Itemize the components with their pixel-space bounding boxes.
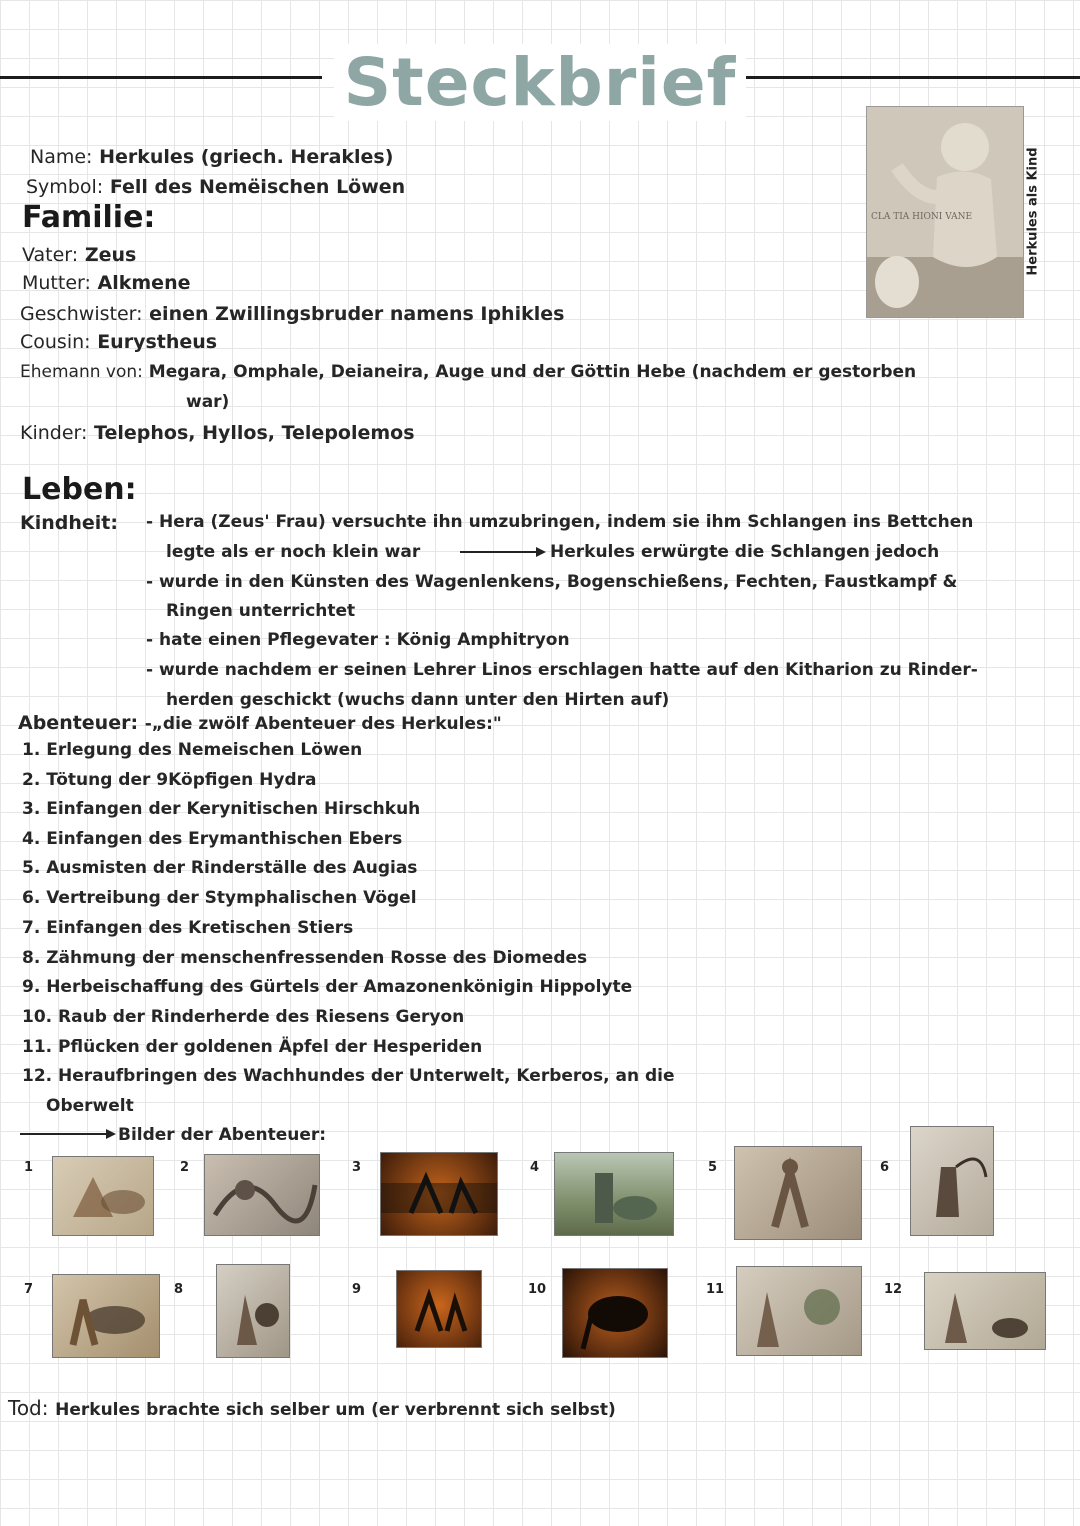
- siblings-value: einen Zwillingsbruder namens Iphikles: [149, 303, 565, 325]
- pictures-arrow-line: [20, 1133, 110, 1135]
- name-row: [30, 146, 393, 168]
- mother-label: Mutter:: [22, 272, 91, 294]
- picture-labor-3: [380, 1152, 498, 1236]
- childhood-item-1-cont-a: legte als er noch klein war: [166, 542, 421, 562]
- picture-number: 5: [708, 1160, 718, 1175]
- father-row: [22, 244, 136, 266]
- siblings-label: Geschwister:: [20, 303, 143, 325]
- picture-labor-12: [924, 1272, 1046, 1350]
- childhood-item-3: - hate einen Pflegevater : König Amphitryon: [146, 630, 570, 650]
- cousin-row: [20, 331, 217, 353]
- adventures-row: [18, 712, 502, 734]
- picture-number: 10: [528, 1282, 547, 1297]
- father-label: Vater:: [22, 244, 79, 266]
- cousin-label: Cousin:: [20, 331, 91, 353]
- name-value: Herkules (griech. Herakles): [99, 146, 394, 168]
- spouse-value: Megara, Omphale, Deianeira, Auge und der Göttin Hebe (nachdem er gestorben: [148, 362, 917, 382]
- childhood-item-2: - wurde in den Künsten des Wagenlenkens, Bogenschießens, Fechten, Faustkampf &: [146, 572, 958, 592]
- labor-item: 2. Tötung der 9Köpfigen Hydra: [22, 770, 317, 790]
- symbol-label: Symbol:: [26, 176, 104, 198]
- death-label: Tod:: [8, 1396, 49, 1420]
- labor-item-cont: Oberwelt: [46, 1096, 134, 1116]
- picture-labor-9: [396, 1270, 482, 1348]
- pictures-arrow-icon: [106, 1129, 116, 1139]
- spouse-label: Ehemann von:: [20, 362, 143, 382]
- childhood-item-1: - Hera (Zeus' Frau) versuchte ihn umzubringen, indem sie ihm Schlangen ins Bettchen: [146, 512, 974, 532]
- childhood-item-4: - wurde nachdem er seinen Lehrer Linos erschlagen hatte auf den Kitharion zu Rinder-: [146, 660, 978, 680]
- labor-item: 4. Einfangen des Erymanthischen Ebers: [22, 829, 403, 849]
- labor-item: 7. Einfangen des Kretischen Stiers: [22, 918, 354, 938]
- arrow-line: [460, 551, 538, 553]
- children-row: [20, 422, 415, 444]
- labor-item: 11. Pflücken der goldenen Äpfel der Hesperiden: [22, 1037, 483, 1057]
- siblings-row: [20, 303, 564, 325]
- childhood-item-1-cont-b: Herkules erwürgte die Schlangen jedoch: [550, 542, 940, 562]
- picture-number: 1: [24, 1160, 34, 1175]
- picture-labor-7: [52, 1274, 160, 1358]
- name-label: Name:: [30, 146, 93, 168]
- picture-labor-4: [554, 1152, 674, 1236]
- picture-labor-2: [204, 1154, 320, 1236]
- statue-inscription: CLA TIA HIONI VANE: [871, 212, 973, 222]
- labor-item: 8. Zähmung der menschenfressenden Rosse des Diomedes: [22, 948, 588, 968]
- death-row: [8, 1396, 616, 1420]
- children-value: Telephos, Hyllos, Telepolemos: [94, 422, 415, 444]
- spouse-row: [20, 362, 916, 382]
- symbol-value: Fell des Nemëischen Löwen: [109, 176, 406, 198]
- arrow-icon: [536, 547, 546, 557]
- spouse-continued: war): [186, 392, 230, 412]
- mother-value: Alkmene: [97, 272, 191, 294]
- childhood-item-4-cont: herden geschickt (wuchs dann unter den Hirten auf): [166, 690, 670, 710]
- labor-item: 6. Vertreibung der Stymphalischen Vögel: [22, 888, 417, 908]
- picture-number: 7: [24, 1282, 34, 1297]
- statue-photo: [866, 106, 1024, 318]
- picture-number: 2: [180, 1160, 190, 1175]
- picture-number: 6: [880, 1160, 890, 1175]
- labor-item: 3. Einfangen der Kerynitischen Hirschkuh: [22, 799, 421, 819]
- statue-caption: Herkules als Kind: [1025, 146, 1041, 276]
- mother-row: [22, 272, 190, 294]
- labor-item: 12. Heraufbringen des Wachhundes der Unterwelt, Kerberos, an die: [22, 1066, 675, 1086]
- picture-labor-5: [734, 1146, 862, 1240]
- picture-number: 3: [352, 1160, 362, 1175]
- picture-number: 4: [530, 1160, 540, 1175]
- father-value: Zeus: [84, 244, 137, 266]
- death-value: Herkules brachte sich selber um (er verbrennt sich selbst): [55, 1400, 616, 1420]
- page-title: Steckbrief: [0, 44, 1080, 121]
- life-heading: Leben:: [22, 472, 137, 507]
- picture-labor-10: [562, 1268, 668, 1358]
- labor-item: 10. Raub der Rinderherde des Riesens Geryon: [22, 1007, 465, 1027]
- symbol-row: [26, 176, 405, 198]
- labor-item: 9. Herbeischaffung des Gürtels der Amazonenkönigin Hippolyte: [22, 977, 633, 997]
- family-heading: Familie:: [22, 200, 156, 235]
- picture-number: 11: [706, 1282, 725, 1297]
- picture-labor-6: [910, 1126, 994, 1236]
- labor-item: 1. Erlegung des Nemeischen Löwen: [22, 740, 363, 760]
- childhood-label: Kindheit:: [20, 512, 118, 534]
- adventures-label: Abenteuer:: [18, 712, 139, 734]
- picture-labor-11: [736, 1266, 862, 1356]
- cousin-value: Eurystheus: [97, 331, 218, 353]
- childhood-item-2-cont: Ringen unterrichtet: [166, 601, 356, 621]
- children-label: Kinder:: [20, 422, 88, 444]
- pictures-label: Bilder der Abenteuer:: [118, 1125, 327, 1145]
- labor-item: 5. Ausmisten der Rinderställe des Augias: [22, 858, 418, 878]
- picture-labor-8: [216, 1264, 290, 1358]
- adventures-intro: -„die zwölf Abenteuer des Herkules:": [144, 714, 502, 734]
- picture-number: 9: [352, 1282, 362, 1297]
- picture-number: 8: [174, 1282, 184, 1297]
- picture-number: 12: [884, 1282, 903, 1297]
- picture-labor-1: [52, 1156, 154, 1236]
